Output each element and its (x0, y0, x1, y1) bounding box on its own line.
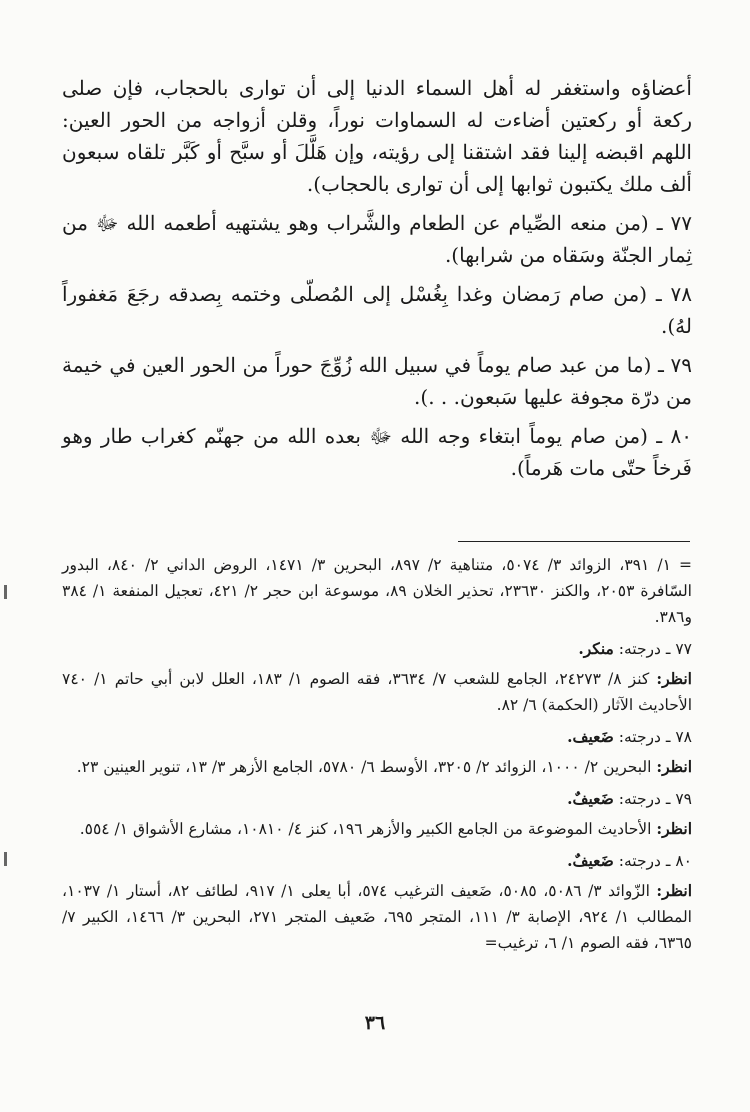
sources-80-text: الزّوائد ٣/ ٥٠٨٦، ٥٠٨٥، ضَعيف الترغيب ٥٧٤، أبا يعلى ١/ ٩١٧، لطائف ٨٢، أستار ١/ ١٠٣٧، المطالب ١/ ٩٢٤، الإصابة ٣/ ١١١، المتجر ٦٩٥، ضَعيف المتجر ٢٧١، البحرين ٣/ ١٤٦٦، الكبير ٧/ ٦٣٦٥، فقه الصوم ١/ ٦، ترغيب= (62, 882, 692, 952)
paragraph-continuation: أعضاؤه واستغفر له أهل السماء الدنيا إلى أن توارى بالحجاب، فإن صلى ركعة أو ركعتين أضاءت له السماوات نوراً، وقلن أزواجه من الحور العين: اللهم اقبضه إلينا فقد اشتقنا إلى رؤيته، وإن هَلَّلَ أو سبَّح أو كَبَّر تلقاه سبعون ألف ملك يكتبون ثوابها إلى أن توارى بالحجاب). (62, 76, 692, 196)
sources-78 (62, 754, 692, 780)
scan-margin-mark (4, 585, 7, 599)
grade-77 (62, 636, 692, 662)
grade-77-value: منكر. (578, 639, 614, 658)
main-text (62, 72, 692, 491)
sources-77 (62, 666, 692, 718)
sources-79-text: الأحاديث الموضوعة من الجامع الكبير والأزهر ١٩٦، كنز ٤/ ١٠٨١٠، مشارع الأشواق ١/ ٥٥٤. (79, 820, 657, 838)
scan-margin-mark (4, 852, 7, 866)
sources-79-label: انظر: (656, 819, 692, 838)
sources-78-text: البحرين ٢/ ١٠٠٠، الزوائد ٢/ ٣٢٠٥، الأوسط ٦/ ٥٧٨٠، الجامع الأزهر ٣/ ١٣، تنوير العينين ٢٣. (76, 758, 657, 776)
sources-80-label: انظر: (656, 881, 693, 900)
sources-79 (62, 816, 692, 842)
grade-79 (62, 786, 692, 812)
grade-80-prefix: ٨٠ ـ درجته: (613, 852, 692, 870)
grade-80 (62, 848, 692, 874)
hadith-79: ٧٩ ـ (ما من عبد صام يوماً في سبيل الله زُوِّجَ حوراً من الحور العين في خيمة من درّة مجوفة عليها سَبعون. . .). (62, 353, 692, 409)
sources-77-label: انظر: (656, 669, 692, 688)
sources-80 (62, 878, 692, 956)
sources-77-text: كنز ٨/ ٢٤٢٧٣، الجامع للشعب ٧/ ٣٦٣٤، فقه الصوم ١/ ١٨٣، العلل لابن أبي حاتم ١/ ٧٤٠ الأحاديث الآثار (الحكمة) ٦/ ٨٢. (62, 670, 692, 714)
grade-78-value: ضَعيف. (567, 727, 614, 746)
grade-78 (62, 724, 692, 750)
hadith-77: ٧٧ ـ (من منعه الصِّيام عن الطعام والشَّراب وهو يشتهيه أطعمه الله ﷻ من ثِمار الجنّة وسَقاه من شرابها). (62, 211, 692, 267)
grade-79-value: ضَعيفٌ. (567, 789, 614, 808)
grade-77-prefix: ٧٧ ـ درجته: (613, 640, 692, 658)
grade-79-prefix: ٧٩ ـ درجته: (613, 790, 692, 808)
hadith-80: ٨٠ ـ (من صام يوماً ابتغاء وجه الله ﷻ بعده الله من جهنّم كغراب طار وهو فَرخاً حتّى مات هَرماً). (62, 424, 692, 480)
footnote-divider (458, 541, 690, 542)
hadith-78: ٧٨ ـ (من صام رَمضان وغدا بِغُسْل إلى المُصلّى وختمه بِصدقه رجَعَ مَغفوراً لهُ). (62, 282, 692, 338)
grade-80-value: ضَعيفٌ. (567, 851, 614, 870)
page-number: ٣٦ (364, 1012, 386, 1034)
footnotes (62, 552, 692, 958)
grade-78-prefix: ٧٨ ـ درجته: (613, 728, 692, 746)
footnote-continuation: = ١/ ٣٩١، الزوائد ٣/ ٥٠٧٤، متناهية ٢/ ٨٩٧، البحرين ٣/ ١٤٧١، الروض الداني ٢/ ٨٤٠، البدور السّافرة ٢٠٥٣، والكنز ٢٣٦٣٠، تحذير الخلان ٨٩، موسوعة ابن حجر ٢/ ٤٢١، تعجيل المنفعة ١/ ٣٨٤ و٣٨٦. (62, 556, 693, 626)
sources-78-label: انظر: (656, 757, 692, 776)
